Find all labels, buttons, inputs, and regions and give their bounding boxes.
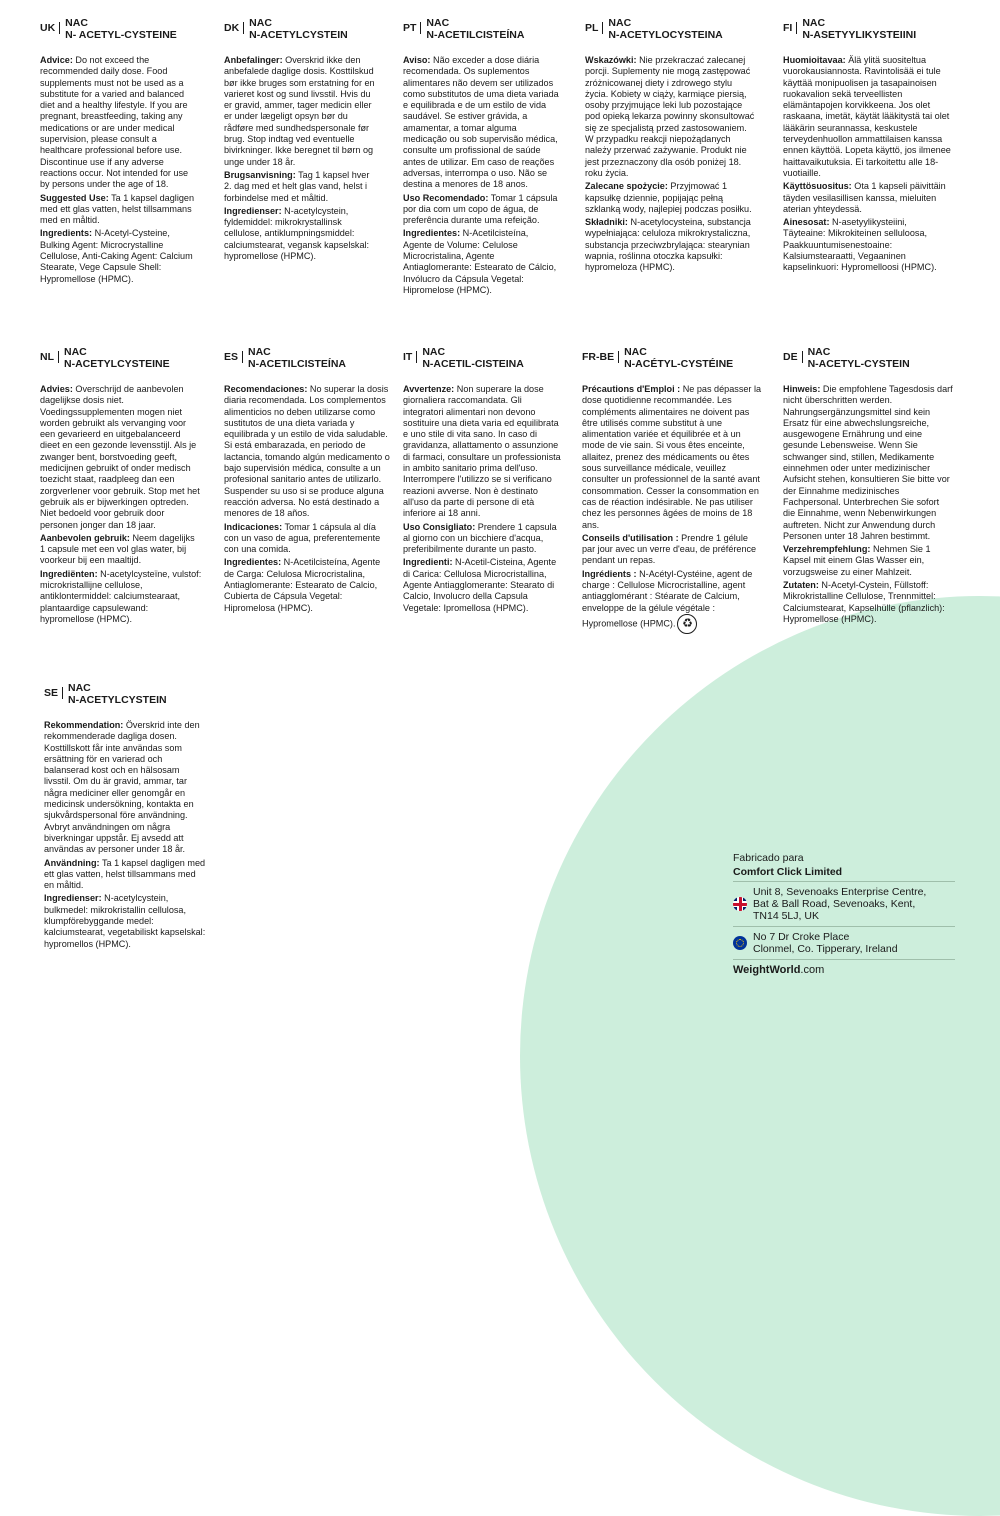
- eu-flag-icon: [733, 936, 747, 950]
- country-code: PT: [403, 22, 417, 34]
- usage-paragraph: Uso Recomendado: Tomar 1 cápsula por dia com um copo de água, de preferência durante uma refeição.: [403, 192, 558, 226]
- ingredients-paragraph: Ingredientes: N-Acetilcisteína, Agente de Carga: Celulosa Microcristalina, Antiaglomerante: Estearato de Calcio, Cubierta de Cápsula Vegetal: Hipromelosa (HPMC).: [224, 557, 381, 613]
- country-code: FR-BE: [582, 351, 615, 363]
- product-short-name: NAC: [65, 17, 88, 29]
- product-short-name: NAC: [624, 346, 647, 358]
- usage-paragraph: Brugsanvisning: Tag 1 kapsel hver 2. dag med et helt glas vand, helst i forbindelse med et måltid.: [224, 169, 370, 203]
- ingredients-paragraph: Składniki: N-acetylocysteina, substancja wypełniająca: celuloza mikrokrystaliczna, substancja przeciwzbrylająca: stearynian wapnia, roślinna otoczka kapsułki: hypromeloza (HPMC).: [585, 217, 751, 273]
- green-background-circle: [520, 596, 1000, 1516]
- company-name: Comfort Click Limited: [733, 866, 955, 882]
- usage-paragraph: Indicaciones: Tomar 1 cápsula al día con un vaso de agua, preferentemente con una comida.: [224, 521, 381, 555]
- country-code: UK: [40, 22, 56, 34]
- made-for-label: Fabricado para: [733, 852, 804, 864]
- product-name: N-ACETYLCYSTEIN: [249, 29, 348, 41]
- product-name: N-ACETIL-CISTEINA: [422, 358, 524, 370]
- product-short-name: NAC: [249, 17, 272, 29]
- ingredients-paragraph: Ingredientes: N-Acetilcisteína, Agente de Volume: Celulose Microcristalina, Agente Antiaglomerante: Estearato de Cálcio, Invólucro da Cápsula Vegetal: Hipromelose (HPMC).: [403, 228, 557, 295]
- product-name: N-ASETYYLIKYSTEIINI: [802, 29, 917, 41]
- usage-paragraph: Conseils d'utilisation : Prendre 1 gélule par jour avec un verre d'eau, de préférence pendant un repas.: [582, 532, 757, 566]
- usage-paragraph: Aanbevolen gebruik: Neem dagelijks 1 capsule met een vol glas water, bij voorkeur bij een maaltijd.: [40, 532, 195, 566]
- product-name: N-ACETYL-CYSTEIN: [807, 358, 910, 370]
- product-short-name: NAC: [248, 346, 271, 358]
- ingredients-paragraph: Ingrédients : N-Acétyl-Cystéine, agent de charge : Cellulose Microcristalline, agent antiagglomérant : Stéarate de Calcium, enveloppe de la gélule végétale : Hypromellose (HPMC). ♻: [582, 569, 762, 634]
- website-link[interactable]: WeightWorld.com: [733, 964, 825, 976]
- section-se: [44, 682, 208, 952]
- product-name: N-ACETYLCYSTEINE: [64, 358, 170, 370]
- usage-paragraph: Användning: Ta 1 kapsel dagligen med ett glas vatten, helst tillsammans med en måltid.: [44, 857, 206, 891]
- advice-paragraph: Advice: Do not exceed the recommended daily dose. Food supplements must not be used as a substitute for a varied and balanced diet and a healthy lifestyle. If you are pregnant, breastfeeding, taking any medications or are under medical supervision, please consult a healthcare professional before use. Discontinue use if any adverse reactions occur. Not intended for use by persons under the age of 18.: [40, 55, 189, 190]
- product-name: N- ACETYL-CYSTEINE: [65, 29, 177, 41]
- country-code: NL: [40, 351, 54, 363]
- section-es: [224, 346, 392, 616]
- product-short-name: NAC: [68, 682, 91, 694]
- advice-paragraph: Recomendaciones: No superar la dosis diaria recomendada. Los complementos alimenticios no deben utilizarse como sustitutos de una dieta variada y equilibrada y un estilo de vida saludable. Si está embarazada, en periodo de lactancia, tomando algún medicamento o bajo supervisión médica, consulte a un profesional sanitario antes de utilizarlo. Suspender su uso si se produce alguna reacción adversa. No está destinado a menores de 18 años.: [224, 384, 390, 519]
- product-short-name: NAC: [422, 346, 446, 358]
- product-name: N-ACÉTYL-CYSTÉINE: [624, 358, 734, 370]
- product-short-name: NAC: [807, 346, 831, 358]
- usage-paragraph: Käyttösuositus: Ota 1 kapseli päivittäin täyden vesilasillisen kanssa, mieluiten aterian yhteydessä.: [783, 181, 946, 214]
- country-code: FI: [783, 22, 793, 34]
- advice-paragraph: Aviso: Não exceder a dose diária recomendada. Os suplementos alimentares não devem ser utilizados como substitutos de uma dieta variada e equilibrada e de um estilo de vida saudável. Se estiver grávida, a amamentar, a tomar alguma medicação ou sob supervisão médica, consulte um profissional de saúde antes de utilizar. Em caso de reações adversas, interrompa o uso. Não se destina a menores de 18 anos.: [403, 55, 559, 190]
- section-it: [403, 346, 561, 616]
- eu-address-row: [733, 927, 955, 960]
- product-short-name: NAC: [426, 17, 450, 29]
- advice-paragraph: Avvertenze: Non superare la dose giornaliera raccomandata. Gli integratori alimentari non devono sostituire una dieta varia ed equilibrata e uno stile di vita sano. In caso di gravidanza, allattamento o assunzione di farmaci, consultare un professionista in ambito sanitario prima dell'uso. Interrompere l'utilizzo se si verificano reazioni avverse. Non è destinato all'uso da parte di persone di età inferiore ai 18 anni.: [403, 384, 561, 519]
- country-code: SE: [44, 687, 59, 699]
- advice-paragraph: Rekommendation: Överskrid inte den rekommenderade dagliga dosen. Kosttillskott får inte användas som ersättning för en varierad och balanserad kost och en hälsosam livsstil. Om du är gravid, ammar, tar några mediciner eller genomgår en medicinsk undersökning, kontakta en sjukvårdspersonal före användning. Avbryt användningen om några biverkningar uppstår. Ej avsedd att användas av personer under 18 år.: [44, 720, 200, 855]
- section-nl: [40, 346, 202, 627]
- advice-paragraph: Wskazówki: Nie przekraczać zalecanej porcji. Suplementy nie mogą zastępować zróżnicowanej diety i zdrowego stylu życia. Kobiety w ciąży, karmiące piersią, osoby przyjmujące leki lub pozostające pod opieką lekarza powinny skonsultować się ze specjalistą przed zastosowaniem. W przypadku reakcji niepożądanych należy przerwać zażywanie. Produkt nie jest przeznaczony dla osób poniżej 18. roku życia.: [585, 55, 755, 178]
- country-code: DK: [224, 22, 240, 34]
- product-name: N-ACETILCISTEÍNA: [248, 358, 347, 370]
- advice-paragraph: Hinweis: Die empfohlene Tagesdosis darf nicht überschritten werden. Nahrungsergänzungsmittel sind kein Ersatz für eine abwechslungsreiche, ausgewogene Ernährung und eine gesunde Lebensweise. Wenn Sie schwanger sind, stillen, Medikamente einnehmen oder unter medizinischer Aufsicht stehen, konsultieren Sie bitte vor der Einnahme medizinisches Fachpersonal. Unterbrechen Sie sofort die Einnahme, wenn Nebenwirkungen auftreten. Nicht zur Anwendung durch Personen unter 18 Jahren bestimmt.: [783, 384, 953, 541]
- section-pt: [403, 17, 559, 298]
- country-code: DE: [783, 351, 798, 363]
- product-short-name: NAC: [608, 17, 632, 29]
- section-fr-be: [582, 346, 762, 636]
- product-short-name: NAC: [64, 346, 87, 358]
- advice-paragraph: Huomioitavaa: Älä ylitä suositeltua vuorokausiannosta. Ravintolisää ei tule käyttää monipuolisen ja tasapainoisen ruokavalion sekä terveellisten elämäntapojen korvikkeena. Jos olet raskaana, imetät, käytät lääkitystä tai olet lääkärin seurannassa, keskustele terveydenhuollon ammattilaisen kanssa ennen käyttöä. Lopeta käyttö, jos ilmenee haittavaikutuksia. Ei tarkoitettu alle 18-vuotiaille.: [783, 55, 951, 178]
- usage-paragraph: Uso Consigliato: Prendere 1 capsula al giorno con un bicchiere d'acqua, preferibilmente durante un pasto.: [403, 521, 557, 555]
- ingredients-paragraph: Ingrediënten: N-acetylcysteïne, vulstof: microkristallijne cellulose, antiklontermiddel: calciumstearaat, plantaardige capsulewand: hypromellose (HPMC).: [40, 568, 202, 624]
- advice-paragraph: Advies: Overschrijd de aanbevolen dagelijkse dosis niet. Voedingssupplementen mogen niet worden gebruikt als vervanging voor een gevarieerd en uitgebalanceerd dieet en een gezonde levensstijl. Als je zwanger bent, borstvoeding geeft, medicijnen gebruikt of onder medisch toezicht staat, raadpleeg dan een zorgverlener voor gebruik. Stop met het gebruik als er bijwerkingen optreden. Niet bedoeld voor gebruik door personen jonger dan 18 jaar.: [40, 384, 200, 530]
- ingredients-paragraph: Ainesosat: N-asetyylikysteiini, Täyteaine: Mikrokiteinen selluloosa, Paakkuuntumisenestoaine: Kalsiumstearaatti, Vegaaninen kapselinkuori: Hypromelloosi (HPMC).: [783, 217, 937, 273]
- section-fi: [783, 17, 951, 276]
- section-de: [783, 346, 953, 627]
- advice-paragraph: Anbefalinger: Overskrid ikke den anbefalede daglige dosis. Kosttilskud bør ikke bruges som erstatning for en varieret kost og sund livsstil. Hvis du er gravid, ammer, tager medicin eller er under lægeligt opsyn bør du rådføre med sundhedspersonale før brug. Stop indtag ved eventuelle bivirkninger. Ikke beregnet til børn og unge under 18 år.: [224, 55, 375, 167]
- advice-paragraph: Précautions d'Emploi : Ne pas dépasser la dose quotidienne recommandée. Les compléments alimentaires ne doivent pas être utilisés comme substitut à une alimentation variée et équilibrée et à un mode de vie sain. Si vous êtes enceinte, allaitez, prenez des médicaments ou êtes sous surveillance médicale, veuillez consulter un professionnel de la santé avant consommation. Cesser la consommation en cas de réaction indésirable. Ne pas utiliser chez les personnes âgées de moins de 18 ans.: [582, 384, 762, 530]
- ingredients-paragraph: Ingredienser: N-acetylcystein, fyldemiddel: mikrokrystallinsk cellulose, antiklumpningsmiddel: calciumstearat, vegansk kapselskal: hypromellose (HPMC).: [224, 205, 370, 262]
- uk-flag-icon: [733, 897, 747, 911]
- product-name: N-ACETYLCYSTEIN: [68, 694, 167, 706]
- country-code: PL: [585, 22, 599, 34]
- ingredients-paragraph: Ingredients: N-Acetyl-Cysteine, Bulking Agent: Microcrystalline Cellulose, Anti-Caking Agent: Calcium Stearate, Vege Capsule Shell: Hypromellose (HPMC).: [40, 228, 193, 284]
- section-dk: [224, 17, 379, 264]
- ingredients-paragraph: Zutaten: N-Acetyl-Cystein, Füllstoff: Mikrokristalline Cellulose, Trennmittel: Calciumstearat, Kapselhülle (pflanzlich): Hypromellose (HPMC).: [783, 580, 945, 624]
- country-code: ES: [224, 351, 239, 363]
- usage-paragraph: Zalecane spożycie: Przyjmować 1 kapsułkę dziennie, popijając pełną szklanką wody, najlepiej podczas posiłku.: [585, 181, 752, 214]
- manufacturer-footer: [733, 852, 955, 976]
- product-short-name: NAC: [802, 17, 826, 29]
- product-name: N-ACETYLOCYSTEINA: [608, 29, 723, 41]
- recycle-bin-icon: ♻: [677, 614, 697, 634]
- country-code: IT: [403, 351, 413, 363]
- ingredients-paragraph: Ingredienti: N-Acetil-Cisteina, Agente di Carica: Cellulosa Microcristallina, Agente Antiagglomerante: Stearato di Calcio, Involucro della Capsula Vegetale: Ipromellosa (HPMC).: [403, 557, 557, 613]
- section-pl: [585, 17, 757, 276]
- usage-paragraph: Verzehrempfehlung: Nehmen Sie 1 Kapsel mit einem Glas Wasser ein, vorzugsweise zu einer Mahlzeit.: [783, 544, 931, 577]
- section-uk: [40, 17, 198, 287]
- uk-address-row: [733, 882, 955, 927]
- eu-address: No 7 Dr Croke Place Clonmel, Co. Tipperary, Ireland: [753, 931, 898, 955]
- usage-paragraph: Suggested Use: Ta 1 kapsel dagligen med ett glas vatten, helst tillsammans med en måltid.: [40, 192, 195, 226]
- product-name: N-ACETILCISTEÍNA: [426, 29, 525, 41]
- uk-address: Unit 8, Sevenoaks Enterprise Centre, Bat & Ball Road, Sevenoaks, Kent, TN14 5LJ, UK: [753, 886, 927, 922]
- ingredients-paragraph: Ingredienser: N-acetylcystein, bulkmedel: mikrokristallin cellulosa, klumpförebyggande medel: kalciumstearat, vegetabiliskt kapselskal: hypromellos (HPMC).: [44, 893, 206, 949]
